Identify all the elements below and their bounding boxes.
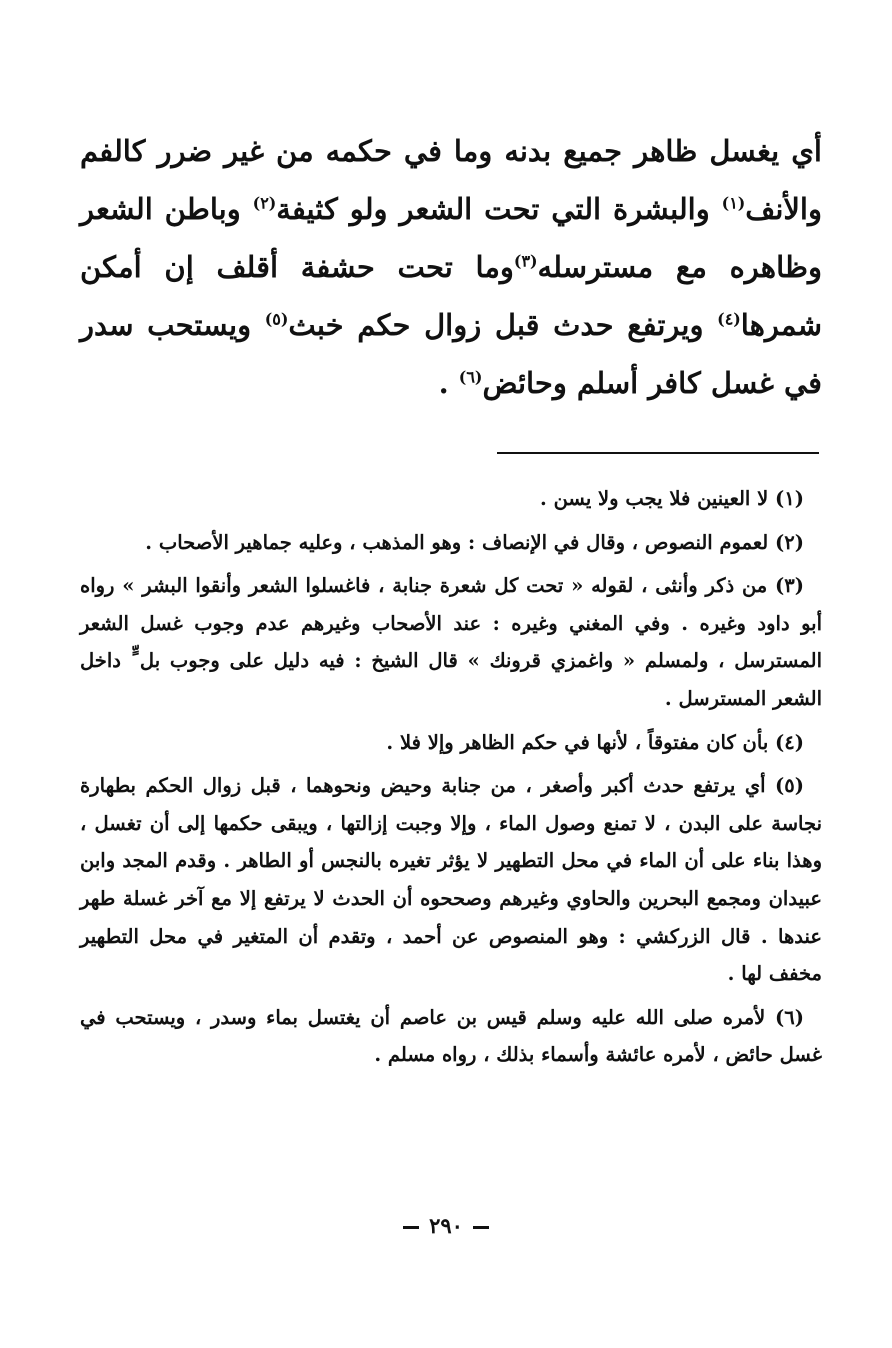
footnotes-section [80,480,822,1080]
footnote-separator [497,452,819,454]
footnote-2 [80,524,822,562]
page-number-dash [473,1226,489,1229]
page-number [0,1213,892,1238]
footnote-number: (٤) [775,730,804,754]
main-text-part: . [438,366,459,400]
footnote-number: (٥) [775,774,804,798]
footnote-number: (٣) [775,574,804,598]
main-text-part: ويستحب سدر في غسل كافر أسلم وحائض [80,308,822,400]
footnote-marker: (١) [721,193,746,213]
footnote-text: من ذكر وأنثى ، لقوله « تحت كل شعرة جنابة ، فاغسلوا الشعر وأنقوا البشر » رواه أبو داود وغيره . وفي المغني وغيره : عند الأصحاب وغيرهم عدم وجوب غسل الشعر المسترسل ، ولمسلم « واغمزي قرونك » قال الشيخ : فيه دليل على وجوب بل ٍّ داخل الشعر المسترسل . [80,574,822,710]
footnote-number: (٢) [775,530,804,554]
footnote-number: (٦) [775,1005,804,1029]
footnote-marker: (٥) [264,309,289,329]
footnote-text: لا العينين فلا يجب ولا يسن . [540,487,776,510]
main-paragraph [80,122,822,412]
footnote-text: أي يرتفع حدث أكبر وأصغر ، من جنابة وحيض ونحوهما ، قبل زوال الحكم بطهارة نجاسة على البدن ، لا تمنع وصول الماء ، وإلا وجبت إزالتها ، ويبقى حكمها إلى أن تغسل ، وهذا بناء على أن الماء في محل التطهير لا يؤثر تغيره بالنجس أو الطاهر . وقدم المجد وابن عبيدان ومجمع البحرين والحاوي وغيرهم وصححوه أن الحدث لا يرتفع إلا مع آخر غسلة طهر عندها . قال الزركشي : وهو المنصوص عن أحمد ، وتقدم أن المتغير في محل التطهير مخفف لها . [80,774,822,986]
footnote-3 [80,567,822,717]
footnote-text: بأن كان مفتوقاً ، لأنها في حكم الظاهر وإلا فلا . [386,730,776,754]
main-text-part: وما تحت حشفة أقلف إن أمكن شمرها [80,250,822,342]
footnote-4 [80,724,822,762]
footnote-6 [80,999,822,1074]
footnote-number: (١) [775,487,804,510]
footnote-text: لعموم النصوص ، وقال في الإنصاف : وهو المذهب ، وعليه جماهير الأصحاب . [145,530,776,554]
main-text-part: أي يغسل ظاهر جميع بدنه وما في حكمه من غير ضرر كالفم والأنف [80,134,822,226]
footnote-text: لأمره صلى الله عليه وسلم قيس بن عاصم أن يغتسل بماء وسدر ، ويستحب في غسل حائض ، لأمره عائشة وأسماء بذلك ، رواه مسلم . [80,1005,822,1067]
footnote-1 [80,480,822,518]
footnote-marker: (٦) [458,367,483,387]
footnote-marker: (٤) [717,309,741,329]
footnote-marker: (٣) [513,251,538,271]
footnote-5 [80,767,822,993]
main-text-part: والبشرة التي تحت الشعر ولو كثيفة [276,192,722,226]
footnote-marker: (٢) [252,193,277,213]
page-number-value: ٢٩٠ [429,1213,463,1238]
main-text-part: وباطن الشعر وظاهره مع مسترسله [80,192,822,284]
main-text-part: ويرتفع حدث قبل زوال حكم خبث [288,308,718,342]
page-number-dash [403,1226,419,1229]
